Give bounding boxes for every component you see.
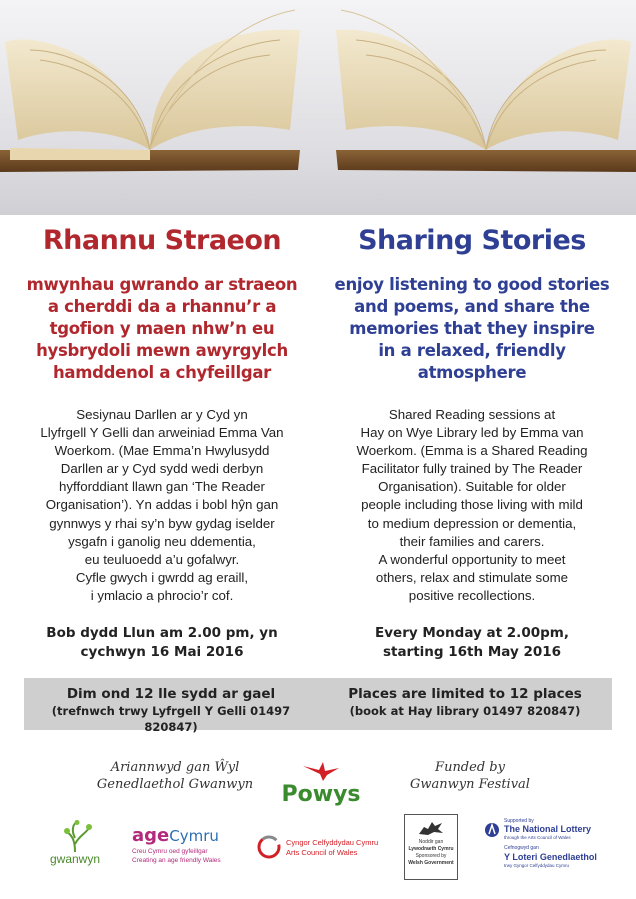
welsh-places-limit: Dim ond 12 lle sydd ar gael: [66, 686, 276, 702]
english-column: [322, 222, 622, 384]
right-book: [336, 10, 636, 172]
lottery-supported-by: Supported by: [504, 818, 534, 824]
english-schedule: Every Monday at 2.00pm, starting 16th May 2016: [375, 625, 569, 660]
cymru-word: Cymru: [169, 827, 219, 845]
places-banner: [24, 678, 612, 734]
english-body: Shared Reading sessions at Hay on Wye Library led by Emma van Woerkom. (Emma is a Shared Reading Facilitator fully trained by The Reader Organisation). Suitable for older people including those living with mild to medium depression or dementia, their families and carers. A wonderful opportunity to meet others, relax and stimulate some positive recollections.: [356, 407, 588, 603]
english-tagline: enjoy listening to good stories and poems, and share the memories that they inspire in a relaxed, friendly atmosphere: [334, 275, 610, 382]
welsh-column: [12, 222, 312, 384]
welsh-dragon-icon: [416, 818, 446, 838]
national-lottery-logo: [484, 818, 624, 878]
welsh-booking: (trefnwch trwy Lyfrgell Y Gelli 01497 820847): [51, 704, 291, 734]
powys-logo: [276, 760, 366, 810]
welsh-funded-by: Ariannwyd gan Ŵyl Genedlaethol Gwanwyn: [96, 760, 254, 792]
arts-council-circle-icon: [256, 834, 282, 860]
age-word: age: [132, 825, 170, 846]
lottery-through-welsh: trwy Gyngor Celfyddydau Cymru: [504, 863, 570, 868]
lottery-supported-welsh: Cefnogwyd gan: [504, 845, 539, 851]
welsh-body: Sesiynau Darllen ar y Cyd yn Llyfrgell Y Gelli dan arweiniad Emma Van Woerkom. (Mae Emma’n Hwylusydd Darllen ar y Cyd sydd wedi derbyn hyfforddiant llawn gan ‘The Reader Organisation’). Yn addas i bobl hŷn gan gynnwys y rhai sy’n byw gydag iselder ysgafn i ganolig neu ddementia, eu teuluoedd a’u gofalwyr. Cyfle gwych i gwrdd ag eraill, i ymlacio a phrocio’r cof.: [40, 407, 284, 603]
english-booking: (book at Hay library 01497 820847): [349, 704, 581, 718]
age-cymru-strap-welsh: Creu Cymru oed gyfeillgar: [132, 848, 208, 855]
welsh-gov-sponsored-welsh: Noddir gan: [418, 839, 444, 845]
powys-wordmark: Powys: [281, 782, 361, 807]
lottery-through: through the Arts Council of Wales: [504, 835, 571, 840]
lottery-name: The National Lottery: [504, 824, 592, 834]
welsh-title: Rhannu Straeon: [42, 225, 282, 256]
arts-council-logo: [256, 834, 386, 864]
english-title: Sharing Stories: [358, 225, 586, 256]
red-kite-icon: [301, 760, 341, 782]
welsh-places: [24, 686, 318, 735]
welsh-gov-sponsored-english: Sponsored by: [415, 853, 447, 859]
welsh-government-logo: [404, 814, 458, 880]
welsh-gov-name-english: Welsh Government: [408, 860, 454, 866]
gwanwyn-plant-icon: [55, 820, 95, 852]
arts-council-welsh: Cyngor Celfyddydau Cymru: [286, 838, 379, 847]
gwanwyn-wordmark: gwanwyn: [49, 852, 101, 866]
welsh-gov-name-welsh: Lywodraeth Cymru: [408, 846, 454, 852]
age-cymru-strap-english: Creating an age friendly Wales: [132, 857, 221, 864]
left-book: [0, 10, 300, 172]
english-funded-by: Funded by Gwanwyn Festival: [410, 760, 530, 792]
english-places: [318, 686, 612, 719]
open-books-illustration: [0, 0, 636, 215]
english-places-limit: Places are limited to 12 places: [348, 686, 582, 702]
crossed-fingers-icon: [484, 822, 500, 838]
arts-council-english: Arts Council of Wales: [286, 848, 358, 857]
age-cymru-logo: [132, 826, 242, 870]
hero-books-image: [0, 0, 636, 215]
welsh-tagline: mwynhau gwrando ar straeon a cherddi da a rhannu’r a tgofion y maen nhw’n eu hysbrydoli mewn awyrgylch hamddenol a chyfeillgar: [26, 275, 298, 382]
welsh-schedule: Bob dydd Llun am 2.00 pm, yn cychwyn 16 Mai 2016: [46, 625, 278, 660]
gwanwyn-logo: [40, 820, 110, 870]
lottery-name-welsh: Y Loteri Genedlaethol: [504, 852, 597, 862]
